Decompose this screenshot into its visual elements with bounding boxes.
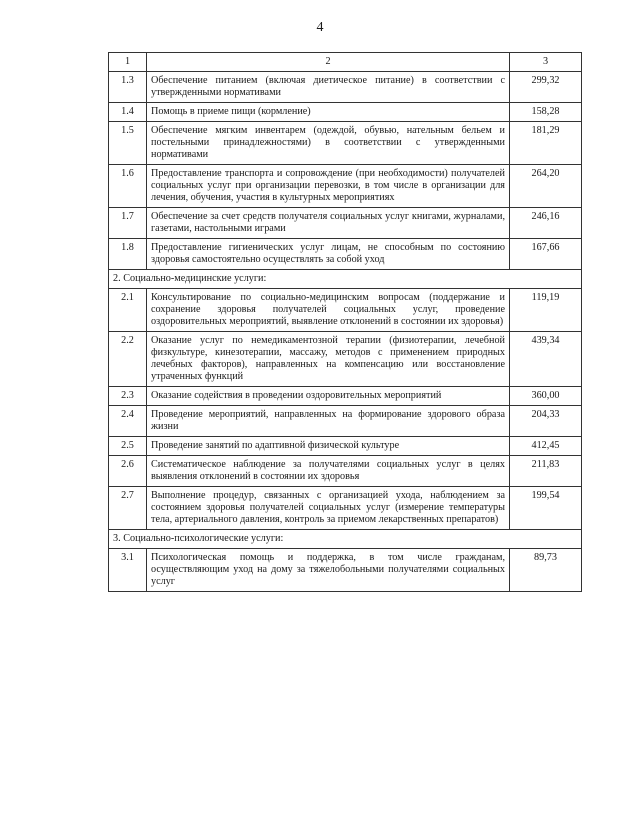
service-number: 3.1 [109,549,147,592]
table-header-row [109,53,582,72]
section-title: 3. Социально-психологические услуги: [109,530,582,549]
table-row [109,208,582,239]
section-header-row [109,530,582,549]
table-row [109,165,582,208]
service-number: 1.4 [109,103,147,122]
service-number: 2.2 [109,332,147,387]
service-description: Консультирование по социально-медицинским вопросам (поддержание и сохранение здоровья получателей социальных услуг, проведение оздоровительных мероприятий, выявление отклонений в состоянии их здоровья) [147,289,510,332]
table-row [109,387,582,406]
table-row [109,487,582,530]
service-description: Оказание услуг по немедикаментозной терапии (физиотерапии, лечебной физкультуре, кинезотерапии, массажу, методов с применением природных лечебных факторов), направленных на компенсацию или восстановление утраченных функций [147,332,510,387]
header-col-2: 2 [147,53,510,72]
header-col-3: 3 [510,53,582,72]
service-description: Психологическая помощь и поддержка, в том числе гражданам, осуществляющим уход на дому за тяжелобольными получателями социальных услуг [147,549,510,592]
service-number: 2.6 [109,456,147,487]
section-header-row [109,270,582,289]
table-row [109,72,582,103]
table-row [109,103,582,122]
service-number: 2.5 [109,437,147,456]
service-price: 204,33 [510,406,582,437]
service-price: 89,73 [510,549,582,592]
service-description: Оказание содействия в проведении оздоровительных мероприятий [147,387,510,406]
service-description: Предоставление транспорта и сопровождение (при необходимости) получателей социальных услуг при организации перевозки, в том числе в организации для лечения, обучения, участия в культурных мероприятиях [147,165,510,208]
service-number: 2.3 [109,387,147,406]
table-row [109,456,582,487]
service-description: Проведение мероприятий, направленных на формирование здорового образа жизни [147,406,510,437]
service-description: Обеспечение мягким инвентарем (одеждой, обувью, нательным бельем и постельными принадлежностями) в соответствии с утвержденными нормативами [147,122,510,165]
table-row [109,239,582,270]
table-row [109,289,582,332]
page-number: 4 [316,20,324,35]
service-price: 264,20 [510,165,582,208]
service-price: 211,83 [510,456,582,487]
table-row [109,406,582,437]
table-row [109,549,582,592]
service-number: 1.6 [109,165,147,208]
service-number: 2.1 [109,289,147,332]
service-price: 167,66 [510,239,582,270]
service-number: 1.5 [109,122,147,165]
service-description: Систематическое наблюдение за получателями социальных услуг в целях выявления отклонений в состоянии их здоровья [147,456,510,487]
service-price: 299,32 [510,72,582,103]
service-price: 119,19 [510,289,582,332]
service-description: Обеспечение за счет средств получателя социальных услуг книгами, журналами, газетами, настольными играми [147,208,510,239]
service-description: Обеспечение питанием (включая диетическое питание) в соответствии с утвержденными нормативами [147,72,510,103]
header-col-1: 1 [109,53,147,72]
service-price: 158,28 [510,103,582,122]
table-row [109,332,582,387]
service-number: 2.4 [109,406,147,437]
service-price: 412,45 [510,437,582,456]
service-description: Предоставление гигиенических услуг лицам, не способным по состоянию здоровья самостоятельно осуществлять за собой уход [147,239,510,270]
service-number: 1.8 [109,239,147,270]
services-price-table [108,52,582,592]
service-price: 360,00 [510,387,582,406]
section-title: 2. Социально-медицинские услуги: [109,270,582,289]
service-price: 181,29 [510,122,582,165]
service-price: 246,16 [510,208,582,239]
service-description: Помощь в приеме пищи (кормление) [147,103,510,122]
table-row [109,437,582,456]
service-description: Проведение занятий по адаптивной физической культуре [147,437,510,456]
service-price: 199,54 [510,487,582,530]
service-price: 439,34 [510,332,582,387]
service-number: 2.7 [109,487,147,530]
service-number: 1.7 [109,208,147,239]
table-row [109,122,582,165]
service-number: 1.3 [109,72,147,103]
service-description: Выполнение процедур, связанных с организацией ухода, наблюдением за состоянием здоровья получателей социальных услуг (измерение температуры тела, артериального давления, контроль за приемом лекарственных препаратов) [147,487,510,530]
